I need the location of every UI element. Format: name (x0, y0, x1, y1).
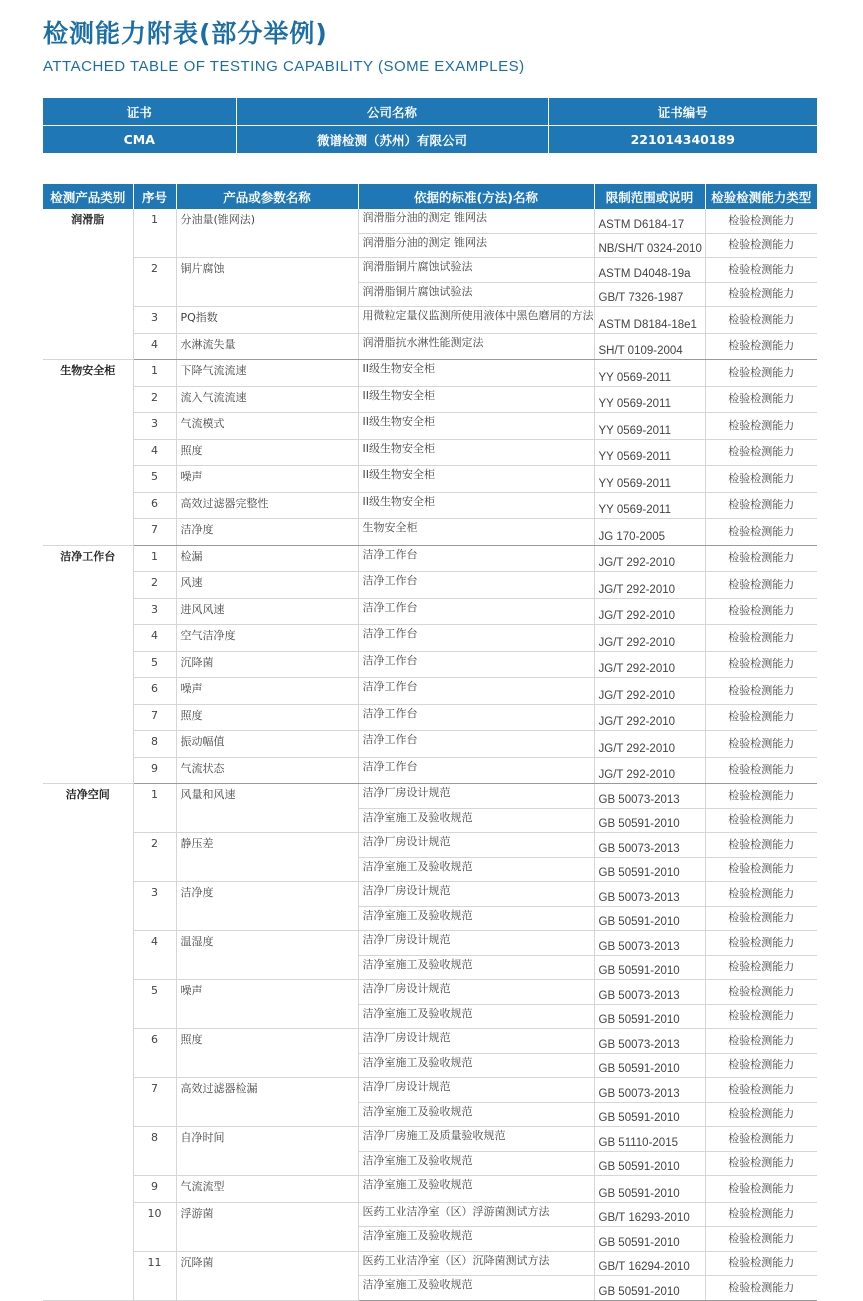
item-scope: JG/T 292-2010 (594, 731, 705, 758)
item-standard: 洁净室施工及验收规范 (358, 1151, 594, 1176)
item-number: 1 (133, 360, 176, 387)
item-type: 检验检测能力 (705, 307, 817, 334)
item-standard: 洁净工作台 (358, 545, 594, 572)
item-number: 8 (133, 731, 176, 758)
item-scope: GB 50073-2013 (594, 784, 705, 809)
item-type: 检验检测能力 (705, 955, 817, 980)
table-row (43, 980, 817, 1005)
item-standard: 洁净厂房设计规范 (358, 980, 594, 1005)
item-number: 4 (133, 625, 176, 652)
item-parameter: 水淋流失量 (176, 333, 358, 360)
item-type: 检验检测能力 (705, 757, 817, 784)
item-number: 9 (133, 1176, 176, 1203)
item-scope: JG/T 292-2010 (594, 704, 705, 731)
table-row (43, 1029, 817, 1054)
item-scope: JG/T 292-2010 (594, 545, 705, 572)
item-number: 3 (133, 307, 176, 334)
item-standard: 润滑脂铜片腐蚀试验法 (358, 258, 594, 283)
item-scope: YY 0569-2011 (594, 386, 705, 413)
item-scope: GB 50073-2013 (594, 931, 705, 956)
table-row (43, 492, 817, 519)
item-standard: 润滑脂分油的测定 锥网法 (358, 209, 594, 233)
header-category: 检测产品类别 (43, 184, 133, 209)
item-standard: 洁净厂房设计规范 (358, 784, 594, 809)
item-type: 检验检测能力 (705, 258, 817, 283)
item-scope: YY 0569-2011 (594, 360, 705, 387)
table-row (43, 413, 817, 440)
item-scope: ASTM D8184-18e1 (594, 307, 705, 334)
category-cell: 润滑脂 (43, 209, 133, 360)
item-type: 检验检测能力 (705, 931, 817, 956)
item-standard: 洁净室施工及验收规范 (358, 1102, 594, 1127)
item-number: 7 (133, 1078, 176, 1127)
item-type: 检验检测能力 (705, 1251, 817, 1276)
item-type: 检验检测能力 (705, 704, 817, 731)
item-type: 检验检测能力 (705, 492, 817, 519)
table-row (43, 678, 817, 705)
item-parameter: 分油量(锥网法) (176, 209, 358, 258)
item-parameter: 风速 (176, 572, 358, 599)
item-type: 检验检测能力 (705, 1176, 817, 1203)
certificate-header-row (43, 98, 817, 126)
item-parameter: 铜片腐蚀 (176, 258, 358, 307)
item-type: 检验检测能力 (705, 808, 817, 833)
item-standard: II级生物安全柜 (358, 492, 594, 519)
item-number: 4 (133, 333, 176, 360)
certificate-value-cert: CMA (43, 126, 236, 154)
item-scope: GB 50591-2010 (594, 808, 705, 833)
item-standard: 洁净厂房设计规范 (358, 931, 594, 956)
item-number: 11 (133, 1251, 176, 1300)
item-standard: 洁净工作台 (358, 651, 594, 678)
item-standard: 洁净工作台 (358, 598, 594, 625)
table-row (43, 1176, 817, 1203)
item-number: 4 (133, 931, 176, 980)
item-standard: 洁净工作台 (358, 731, 594, 758)
item-scope: YY 0569-2011 (594, 439, 705, 466)
item-scope: YY 0569-2011 (594, 466, 705, 493)
item-number: 5 (133, 651, 176, 678)
item-type: 检验检测能力 (705, 731, 817, 758)
item-type: 检验检测能力 (705, 439, 817, 466)
item-scope: GB 50591-2010 (594, 906, 705, 931)
header-number: 序号 (133, 184, 176, 209)
table-row (43, 651, 817, 678)
item-number: 3 (133, 598, 176, 625)
table-row (43, 833, 817, 858)
table-row (43, 258, 817, 283)
item-scope: GB 50591-2010 (594, 1151, 705, 1176)
table-row (43, 598, 817, 625)
item-scope: GB 50073-2013 (594, 1029, 705, 1054)
item-standard: 洁净室施工及验收规范 (358, 1053, 594, 1078)
item-scope: GB 50073-2013 (594, 882, 705, 907)
item-type: 检验检测能力 (705, 282, 817, 307)
item-type: 检验检测能力 (705, 209, 817, 233)
item-standard: II级生物安全柜 (358, 413, 594, 440)
item-parameter: 流入气流流速 (176, 386, 358, 413)
item-standard: 洁净室施工及验收规范 (358, 1004, 594, 1029)
item-scope: GB 50591-2010 (594, 1227, 705, 1252)
item-number: 3 (133, 882, 176, 931)
item-standard: 洁净工作台 (358, 678, 594, 705)
item-type: 检验检测能力 (705, 1276, 817, 1301)
item-scope: JG/T 292-2010 (594, 572, 705, 599)
certificate-value-row (43, 126, 817, 154)
item-scope: JG/T 292-2010 (594, 678, 705, 705)
item-parameter: 照度 (176, 439, 358, 466)
capability-header-row (43, 184, 817, 209)
table-row (43, 625, 817, 652)
item-standard: 用微粒定量仪监测所使用液体中黑色磨屑的方法 (358, 307, 594, 334)
table-row (43, 307, 817, 334)
item-standard: 生物安全柜 (358, 519, 594, 546)
item-standard: 洁净厂房施工及质量验收规范 (358, 1127, 594, 1152)
item-number: 5 (133, 466, 176, 493)
table-row (43, 1202, 817, 1227)
certificate-table (43, 98, 817, 153)
table-row (43, 704, 817, 731)
item-parameter: 进风风速 (176, 598, 358, 625)
item-scope: GB/T 7326-1987 (594, 282, 705, 307)
item-type: 检验检测能力 (705, 625, 817, 652)
item-standard: 洁净工作台 (358, 704, 594, 731)
table-row (43, 386, 817, 413)
item-parameter: 气流模式 (176, 413, 358, 440)
item-standard: II级生物安全柜 (358, 386, 594, 413)
table-row (43, 360, 817, 387)
item-scope: JG/T 292-2010 (594, 625, 705, 652)
item-scope: SH/T 0109-2004 (594, 333, 705, 360)
item-scope: JG 170-2005 (594, 519, 705, 546)
item-type: 检验检测能力 (705, 333, 817, 360)
item-scope: YY 0569-2011 (594, 492, 705, 519)
item-type: 检验检测能力 (705, 466, 817, 493)
item-type: 检验检测能力 (705, 1029, 817, 1054)
item-type: 检验检测能力 (705, 386, 817, 413)
item-standard: 洁净室施工及验收规范 (358, 857, 594, 882)
table-row (43, 209, 817, 233)
item-standard: 医药工业洁净室（区）浮游菌测试方法 (358, 1202, 594, 1227)
item-parameter: 风量和风速 (176, 784, 358, 833)
item-standard: 洁净室施工及验收规范 (358, 906, 594, 931)
item-type: 检验检测能力 (705, 1078, 817, 1103)
item-type: 检验检测能力 (705, 857, 817, 882)
item-parameter: 振动幅值 (176, 731, 358, 758)
table-row (43, 1127, 817, 1152)
item-parameter: 自净时间 (176, 1127, 358, 1176)
page-title: 检测能力附表(部分举例) (43, 19, 328, 48)
item-parameter: 高效过滤器完整性 (176, 492, 358, 519)
item-type: 检验检测能力 (705, 1004, 817, 1029)
item-parameter: 静压差 (176, 833, 358, 882)
item-standard: 洁净室施工及验收规范 (358, 1276, 594, 1301)
item-standard: 润滑脂抗水淋性能测定法 (358, 333, 594, 360)
table-row (43, 757, 817, 784)
table-row (43, 439, 817, 466)
item-parameter: 洁净度 (176, 519, 358, 546)
item-scope: GB 50073-2013 (594, 980, 705, 1005)
item-type: 检验检测能力 (705, 1127, 817, 1152)
item-type: 检验检测能力 (705, 833, 817, 858)
item-standard: 洁净室施工及验收规范 (358, 1176, 594, 1203)
item-type: 检验检测能力 (705, 651, 817, 678)
item-scope: GB 50591-2010 (594, 857, 705, 882)
item-parameter: 洁净度 (176, 882, 358, 931)
table-row (43, 545, 817, 572)
item-parameter: 沉降菌 (176, 651, 358, 678)
item-parameter: 下降气流流速 (176, 360, 358, 387)
item-number: 6 (133, 678, 176, 705)
item-scope: GB/T 16294-2010 (594, 1251, 705, 1276)
item-parameter: 噪声 (176, 466, 358, 493)
item-type: 检验检测能力 (705, 1227, 817, 1252)
item-number: 1 (133, 209, 176, 258)
table-row (43, 466, 817, 493)
item-parameter: 噪声 (176, 980, 358, 1029)
item-parameter: 温湿度 (176, 931, 358, 980)
item-type: 检验检测能力 (705, 1151, 817, 1176)
item-scope: JG/T 292-2010 (594, 757, 705, 784)
item-type: 检验检测能力 (705, 545, 817, 572)
table-row (43, 931, 817, 956)
item-number: 6 (133, 492, 176, 519)
item-parameter: 噪声 (176, 678, 358, 705)
item-parameter: 沉降菌 (176, 1251, 358, 1300)
item-parameter: 气流状态 (176, 757, 358, 784)
item-number: 4 (133, 439, 176, 466)
item-type: 检验检测能力 (705, 980, 817, 1005)
item-standard: 洁净厂房设计规范 (358, 1029, 594, 1054)
item-standard: 洁净厂房设计规范 (358, 833, 594, 858)
item-number: 9 (133, 757, 176, 784)
category-cell: 洁净空间 (43, 784, 133, 1301)
item-standard: 洁净室施工及验收规范 (358, 1227, 594, 1252)
item-scope: ASTM D6184-17 (594, 209, 705, 233)
item-type: 检验检测能力 (705, 519, 817, 546)
item-number: 10 (133, 1202, 176, 1251)
item-type: 检验检测能力 (705, 572, 817, 599)
item-number: 3 (133, 413, 176, 440)
item-standard: 洁净厂房设计规范 (358, 1078, 594, 1103)
item-standard: 洁净工作台 (358, 757, 594, 784)
header-parameter: 产品或参数名称 (176, 184, 358, 209)
item-scope: GB 50591-2010 (594, 1276, 705, 1301)
item-type: 检验检测能力 (705, 413, 817, 440)
item-standard: II级生物安全柜 (358, 439, 594, 466)
item-scope: GB 50591-2010 (594, 1004, 705, 1029)
item-number: 1 (133, 784, 176, 833)
item-number: 8 (133, 1127, 176, 1176)
item-type: 检验检测能力 (705, 1202, 817, 1227)
item-scope: GB 51110-2015 (594, 1127, 705, 1152)
item-number: 6 (133, 1029, 176, 1078)
capability-table (43, 184, 817, 1301)
table-row (43, 572, 817, 599)
item-scope: GB/T 16293-2010 (594, 1202, 705, 1227)
page-subtitle: ATTACHED TABLE OF TESTING CAPABILITY (SOME EXAMPLES) (43, 58, 525, 75)
item-type: 检验检测能力 (705, 882, 817, 907)
item-standard: 洁净厂房设计规范 (358, 882, 594, 907)
header-scope: 限制范围或说明 (594, 184, 705, 209)
item-number: 7 (133, 519, 176, 546)
item-parameter: 照度 (176, 704, 358, 731)
item-scope: ASTM D4048-19a (594, 258, 705, 283)
item-type: 检验检测能力 (705, 1102, 817, 1127)
table-row (43, 1078, 817, 1103)
header-type: 检验检测能力类型 (705, 184, 817, 209)
table-row (43, 731, 817, 758)
item-standard: 润滑脂分油的测定 锥网法 (358, 233, 594, 258)
item-number: 2 (133, 386, 176, 413)
item-type: 检验检测能力 (705, 1053, 817, 1078)
item-type: 检验检测能力 (705, 360, 817, 387)
item-parameter: PQ指数 (176, 307, 358, 334)
item-parameter: 空气洁净度 (176, 625, 358, 652)
item-standard: II级生物安全柜 (358, 466, 594, 493)
item-type: 检验检测能力 (705, 784, 817, 809)
item-scope: JG/T 292-2010 (594, 651, 705, 678)
item-number: 1 (133, 545, 176, 572)
item-type: 检验检测能力 (705, 678, 817, 705)
category-cell: 洁净工作台 (43, 545, 133, 784)
item-number: 7 (133, 704, 176, 731)
item-scope: GB 50073-2013 (594, 1078, 705, 1103)
item-standard: 润滑脂铜片腐蚀试验法 (358, 282, 594, 307)
table-row (43, 333, 817, 360)
certificate-header-number: 证书编号 (548, 98, 817, 126)
item-scope: GB 50073-2013 (594, 833, 705, 858)
certificate-header-cert: 证书 (43, 98, 236, 126)
header-standard: 依据的标准(方法)名称 (358, 184, 594, 209)
category-cell: 生物安全柜 (43, 360, 133, 546)
item-number: 2 (133, 833, 176, 882)
item-parameter: 气流流型 (176, 1176, 358, 1203)
item-parameter: 检漏 (176, 545, 358, 572)
item-scope: JG/T 292-2010 (594, 598, 705, 625)
item-standard: 洁净工作台 (358, 572, 594, 599)
table-row (43, 882, 817, 907)
item-type: 检验检测能力 (705, 598, 817, 625)
item-scope: GB 50591-2010 (594, 955, 705, 980)
item-standard: 医药工业洁净室（区）沉降菌测试方法 (358, 1251, 594, 1276)
item-standard: 洁净室施工及验收规范 (358, 955, 594, 980)
item-scope: YY 0569-2011 (594, 413, 705, 440)
item-parameter: 浮游菌 (176, 1202, 358, 1251)
table-row (43, 1251, 817, 1276)
item-standard: II级生物安全柜 (358, 360, 594, 387)
item-standard: 洁净室施工及验收规范 (358, 808, 594, 833)
item-number: 2 (133, 572, 176, 599)
item-scope: GB 50591-2010 (594, 1102, 705, 1127)
item-parameter: 高效过滤器检漏 (176, 1078, 358, 1127)
capability-body (43, 209, 817, 1300)
item-scope: GB 50591-2010 (594, 1053, 705, 1078)
item-parameter: 照度 (176, 1029, 358, 1078)
table-row (43, 784, 817, 809)
item-scope: GB 50591-2010 (594, 1176, 705, 1203)
item-standard: 洁净工作台 (358, 625, 594, 652)
certificate-value-number: 221014340189 (548, 126, 817, 154)
item-number: 2 (133, 258, 176, 307)
item-type: 检验检测能力 (705, 233, 817, 258)
item-type: 检验检测能力 (705, 906, 817, 931)
item-scope: NB/SH/T 0324-2010 (594, 233, 705, 258)
item-number: 5 (133, 980, 176, 1029)
table-row (43, 519, 817, 546)
certificate-value-company: 微谱检测（苏州）有限公司 (236, 126, 548, 154)
certificate-header-company: 公司名称 (236, 98, 548, 126)
